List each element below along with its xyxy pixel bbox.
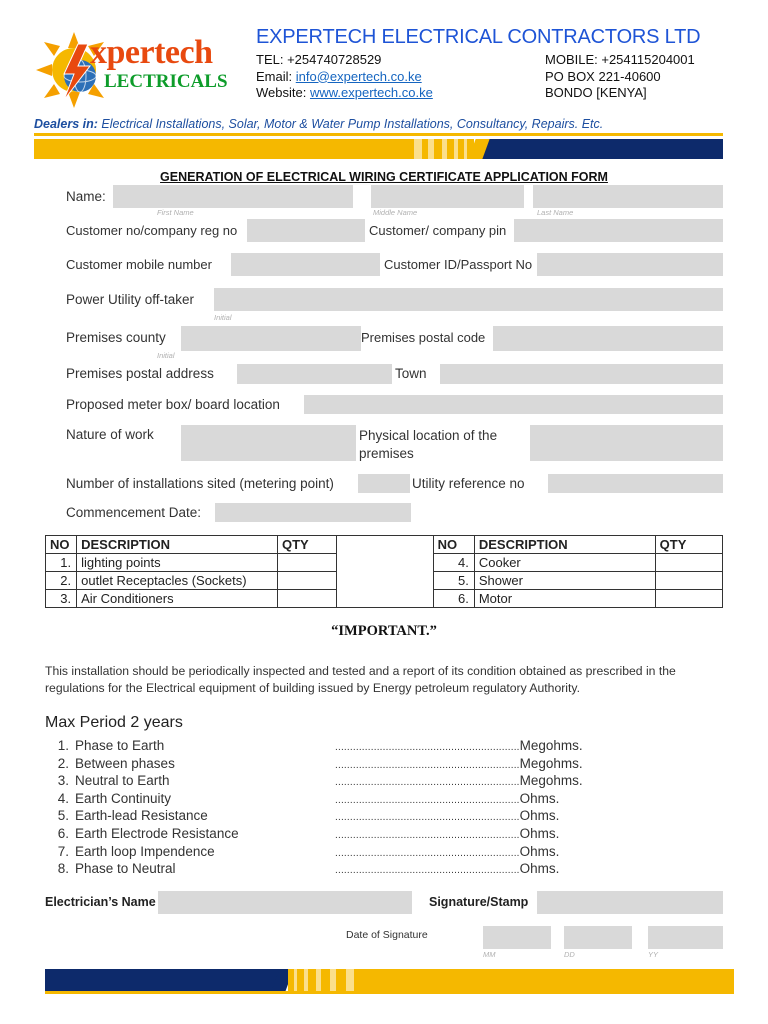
row-description: outlet Receptacles (Sockets) bbox=[77, 572, 278, 590]
company-logo bbox=[34, 30, 244, 110]
row-no: 2. bbox=[46, 572, 77, 590]
signature-field[interactable] bbox=[537, 891, 723, 914]
commencement-label: Commencement Date: bbox=[66, 505, 202, 520]
row-qty-input[interactable] bbox=[278, 572, 337, 590]
test-unit: Ohms. bbox=[519, 843, 560, 859]
row-description: Shower bbox=[474, 572, 655, 590]
test-value-line[interactable] bbox=[335, 861, 559, 876]
tel: TEL: +254740728529 bbox=[256, 52, 382, 67]
test-name: Neutral to Earth bbox=[75, 773, 170, 789]
logo-word-expertech: xpertech bbox=[90, 34, 213, 71]
important-title: “IMPORTANT.” bbox=[331, 623, 437, 639]
test-item bbox=[45, 808, 208, 823]
website-line: Website: www.expertech.co.ke bbox=[256, 85, 433, 100]
first-name-field[interactable] bbox=[113, 185, 353, 208]
row-qty-input[interactable] bbox=[655, 590, 722, 608]
utility-field[interactable] bbox=[214, 288, 723, 311]
test-number: 4. bbox=[57, 790, 69, 806]
test-number: 1. bbox=[57, 738, 69, 753]
utility-ref-label: Utility reference no bbox=[412, 476, 525, 491]
mobile-label: Customer mobile number bbox=[66, 257, 212, 272]
test-unit: Ohms. bbox=[519, 826, 560, 841]
test-unit: Ohms. bbox=[519, 790, 560, 806]
test-unit: Megohms. bbox=[519, 773, 583, 789]
footer-band bbox=[45, 969, 734, 994]
test-unit: Megohms. bbox=[519, 755, 583, 771]
signature-label: Signature/Stamp bbox=[429, 895, 529, 909]
row-description: lighting points bbox=[77, 554, 278, 572]
col-qty: QTY bbox=[655, 536, 722, 554]
test-number: 6. bbox=[57, 826, 69, 841]
test-dots: .............................................................. bbox=[335, 777, 520, 789]
middle-name-hint: Middle Name bbox=[373, 208, 418, 217]
test-number: 2. bbox=[57, 755, 69, 771]
company-name: EXPERTECH ELECTRICAL CONTRACTORS LTD bbox=[256, 26, 701, 48]
test-value-line[interactable] bbox=[335, 826, 559, 841]
postal-address-field[interactable] bbox=[237, 364, 392, 384]
contact-left bbox=[256, 52, 526, 102]
tests-heading: Max Period 2 years bbox=[45, 714, 183, 731]
dealers-line bbox=[34, 117, 603, 131]
row-qty-input[interactable] bbox=[655, 554, 722, 572]
utility-label: Power Utility off-taker bbox=[66, 292, 195, 307]
test-name: Earth loop Impendence bbox=[75, 843, 215, 859]
test-name: Between phases bbox=[75, 755, 175, 771]
col-no: NO bbox=[433, 536, 474, 554]
physical-location-label: Physical location of the premises bbox=[359, 428, 498, 461]
nature-label: Nature of work bbox=[66, 427, 154, 442]
test-name: Earth Continuity bbox=[75, 790, 172, 806]
dealers-text: Electrical Installations, Solar, Motor & Water Pump Installations, Consultancy, Repairs. Etc. bbox=[101, 117, 604, 131]
test-dots: .............................................................. bbox=[335, 794, 520, 806]
test-item bbox=[45, 861, 176, 876]
test-value-line[interactable] bbox=[335, 756, 583, 771]
row-no: 1. bbox=[46, 554, 77, 572]
physical-location-field[interactable] bbox=[530, 425, 723, 461]
test-number: 7. bbox=[57, 843, 69, 859]
test-value-line[interactable] bbox=[335, 808, 559, 823]
county-initial-hint: Initial bbox=[157, 351, 175, 360]
test-value-line[interactable] bbox=[335, 844, 559, 859]
last-name-hint: Last Name bbox=[537, 208, 574, 217]
row-no: 6. bbox=[433, 590, 474, 608]
test-value-line[interactable] bbox=[335, 773, 583, 788]
po-box: PO BOX 221-40600 bbox=[545, 68, 661, 84]
nature-field[interactable] bbox=[181, 425, 356, 461]
last-name-field[interactable] bbox=[533, 185, 723, 208]
test-unit: Ohms. bbox=[519, 808, 560, 824]
test-value-line[interactable] bbox=[335, 738, 583, 753]
test-unit: Megohms. bbox=[519, 738, 583, 753]
important-text: This installation should be periodically inspected and tested and a report of its condition obtained as prescribed in the regulations for the Electrical equipment of building issued by Energy petroleum regulatory Authority. bbox=[45, 664, 676, 695]
band-stripes-icon bbox=[384, 139, 474, 159]
row-qty-input[interactable] bbox=[278, 554, 337, 572]
utility-initial-hint: Initial bbox=[214, 313, 232, 322]
middle-name-field[interactable] bbox=[371, 185, 524, 208]
test-dots: .............................................................. bbox=[335, 812, 520, 824]
website-link[interactable]: www.expertech.co.ke bbox=[309, 85, 433, 100]
test-number: 5. bbox=[57, 808, 69, 824]
test-item bbox=[45, 738, 164, 753]
test-name: Phase to Neutral bbox=[75, 861, 176, 877]
mm-hint: MM bbox=[483, 950, 496, 959]
col-description: DESCRIPTION bbox=[77, 536, 278, 554]
row-no: 4. bbox=[433, 554, 474, 572]
postal-code-field[interactable] bbox=[493, 326, 723, 351]
test-item bbox=[45, 791, 171, 806]
test-unit: Ohms. bbox=[519, 861, 560, 877]
utility-ref-field[interactable] bbox=[548, 474, 723, 493]
customer-pin-label: Customer/ company pin bbox=[369, 223, 507, 238]
logo-word-electricals: LECTRICALS bbox=[104, 71, 228, 92]
row-description: Cooker bbox=[474, 554, 655, 572]
id-label: Customer ID/Passport No bbox=[384, 257, 533, 272]
customer-no-label: Customer no/company reg no bbox=[66, 223, 238, 238]
county-field[interactable] bbox=[181, 326, 361, 351]
dd-hint: DD bbox=[564, 950, 575, 959]
mobile-field[interactable] bbox=[231, 253, 380, 276]
meter-box-field[interactable] bbox=[304, 395, 723, 414]
test-dots: .............................................................. bbox=[335, 759, 520, 771]
col-description: DESCRIPTION bbox=[474, 536, 655, 554]
first-name-hint: First Name bbox=[157, 208, 194, 217]
col-no: NO bbox=[46, 536, 77, 554]
test-value-line[interactable] bbox=[335, 791, 559, 806]
id-field[interactable] bbox=[537, 253, 723, 276]
test-dots: .............................................................. bbox=[335, 847, 520, 859]
customer-pin-field[interactable] bbox=[514, 219, 723, 242]
test-number: 3. bbox=[57, 773, 69, 789]
email-link[interactable]: info@expertech.co.ke bbox=[295, 68, 422, 84]
appliances-table bbox=[45, 535, 723, 608]
row-description: Air Conditioners bbox=[77, 590, 278, 608]
town-field[interactable] bbox=[440, 364, 723, 384]
mobile: MOBILE: +254115204001 bbox=[545, 52, 695, 67]
email-line: Email: info@expertech.co.ke bbox=[256, 68, 422, 84]
name-label: Name: bbox=[66, 189, 106, 204]
yy-hint: YY bbox=[648, 950, 659, 959]
date-mm-field[interactable] bbox=[483, 926, 551, 949]
location: BONDO [KENYA] bbox=[545, 85, 647, 100]
col-qty: QTY bbox=[278, 536, 337, 554]
electrician-name-field[interactable] bbox=[158, 891, 412, 914]
row-qty-input[interactable] bbox=[278, 590, 337, 608]
date-yy-field[interactable] bbox=[648, 926, 723, 949]
row-no: 5. bbox=[433, 572, 474, 590]
test-name: Phase to Earth bbox=[75, 738, 165, 753]
commencement-field[interactable] bbox=[215, 503, 411, 522]
test-dots: .............................................................. bbox=[335, 742, 520, 753]
postal-code-label: Premises postal code bbox=[361, 330, 486, 345]
test-item bbox=[45, 826, 239, 841]
installations-label: Number of installations sited (metering point) bbox=[66, 476, 334, 491]
electrician-name-label: Electrician’s Name bbox=[45, 895, 156, 909]
table-header-row bbox=[46, 536, 723, 554]
date-dd-field[interactable] bbox=[564, 926, 632, 949]
form-title: GENERATION OF ELECTRICAL WIRING CERTIFICATE APPLICATION FORM bbox=[160, 170, 608, 184]
test-dots: .............................................................. bbox=[335, 865, 520, 877]
row-no: 3. bbox=[46, 590, 77, 608]
row-qty-input[interactable] bbox=[655, 572, 722, 590]
date-of-signature-label: Date of Signature bbox=[346, 929, 428, 941]
test-dots: .............................................................. bbox=[335, 830, 520, 841]
postal-address-label: Premises postal address bbox=[66, 366, 214, 381]
test-name: Earth Electrode Resistance bbox=[75, 826, 239, 841]
row-description: Motor bbox=[474, 590, 655, 608]
test-name: Earth-lead Resistance bbox=[75, 808, 208, 824]
test-item bbox=[45, 773, 170, 788]
contact-right bbox=[545, 52, 745, 102]
meter-box-label: Proposed meter box/ board location bbox=[66, 397, 280, 412]
dealers-label: Dealers in: bbox=[34, 117, 98, 131]
customer-no-field[interactable] bbox=[247, 219, 365, 242]
table-spacer bbox=[337, 536, 433, 608]
town-label: Town bbox=[395, 366, 427, 381]
installations-field[interactable] bbox=[358, 474, 410, 493]
test-number: 8. bbox=[57, 861, 69, 877]
test-item bbox=[45, 844, 215, 859]
test-item bbox=[45, 756, 175, 771]
header-band bbox=[34, 133, 723, 159]
county-label: Premises county bbox=[66, 330, 166, 345]
